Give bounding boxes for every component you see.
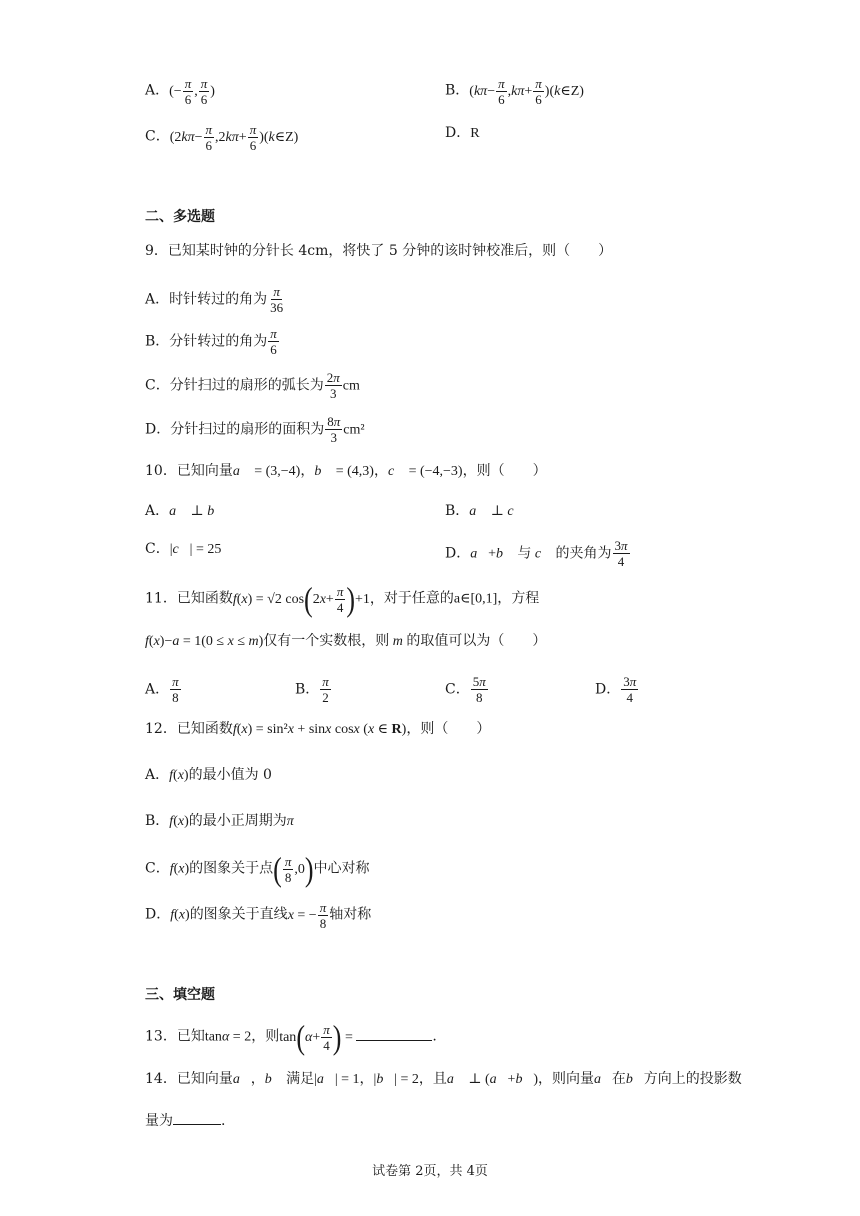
q14-stem-line2 xyxy=(145,1110,225,1132)
q14-mid: 满足 xyxy=(286,1071,315,1087)
q9-c-unit: cm xyxy=(342,378,360,394)
q10-lead: 10．已知向量 xyxy=(145,463,233,479)
q12-option-a xyxy=(145,764,272,787)
q11-option-d: D． $\frac{3\pi}{4}$ xyxy=(595,674,637,705)
q8-option-d xyxy=(445,122,480,145)
q10-d-math1: a⃗+b⃗ xyxy=(470,546,514,562)
q11-m: m xyxy=(389,634,407,649)
q13-given: tanα = 2 xyxy=(204,1029,252,1045)
option-c-math: (2kπ− $\frac{\pi}{6}$ ,2kπ+ $\frac{\pi}{6}$ )(k∈Z) xyxy=(169,122,299,153)
q11-stem-line2 xyxy=(145,630,546,653)
option-b-math: (kπ− $\frac{\pi}{6}$ ,kπ+ $\frac{\pi}{6}$ )(k∈Z) xyxy=(469,76,584,107)
q9-d-text: D．分针扫过的扇形的面积为 xyxy=(145,421,325,438)
q10-option-c xyxy=(145,538,221,561)
q11-function: f(x) = √2 cos(2x+ $\frac{\pi}{4}$ )+1， xyxy=(232,580,384,618)
q9-option-d: D．分针扫过的扇形的面积为 $\frac{8\pi}{3}$ cm² xyxy=(145,414,365,445)
q10-option-d: D．a⃗+b⃗ 与 c⃗ 的夹角为 $\frac{3\pi}{4}$ xyxy=(445,538,628,569)
option-label: B． xyxy=(145,813,170,829)
q12-c-tail: 中心对称 xyxy=(313,860,370,877)
q9-c-text: C．分针扫过的扇形的弧长为 xyxy=(145,377,324,394)
q12-c-point: ( $\frac{\pi}{8}$ ,0) xyxy=(273,850,314,888)
option-label: D． xyxy=(445,125,471,141)
q10-stem xyxy=(145,460,547,483)
q11-equation: f(x)−a = 1(0 ≤ x ≤ m) xyxy=(145,634,264,649)
option-label: A． xyxy=(145,503,170,519)
q11-line2-end: 的取值可以为（ ） xyxy=(406,633,547,649)
option-label: B． xyxy=(445,503,470,519)
q12-d-line: x = − $\frac{\pi}{8}$ xyxy=(287,900,327,931)
option-label: D． xyxy=(145,906,171,923)
q12-d-fx: f(x) xyxy=(170,907,190,923)
option-label: B． xyxy=(445,82,470,99)
q9-option-b: B．分针转过的角为 $\frac{\pi}{6}$ xyxy=(145,326,277,357)
q12-c-fx: f(x) xyxy=(169,861,190,877)
option-d-text: R xyxy=(470,126,480,141)
q12-function: f(x) = sin²x + sinx cosx (x ∈ R) xyxy=(232,722,407,737)
q9-a-text: A．时针转过的角为 xyxy=(145,291,268,308)
page-footer: 试卷第 2页，共 4页 xyxy=(372,1164,488,1179)
q14-stem-line1 xyxy=(145,1068,742,1091)
q14-tail2: 在 xyxy=(611,1071,626,1087)
q14-line2: 量为 xyxy=(145,1113,173,1129)
q12-c-text: 的图象关于点 xyxy=(189,860,274,877)
q13-expr: tan(α+ $\frac{\pi}{4}$ ) = xyxy=(279,1018,357,1056)
q13-mid: ，则 xyxy=(251,1028,280,1045)
q10-tail: ，则（ ） xyxy=(462,463,547,479)
q10-d-text: 与 xyxy=(517,545,532,562)
option-a-math: (− $\frac{\pi}{6}$ , $\frac{\pi}{6}$ ) xyxy=(169,76,215,107)
q10-c-math: |c⃗| = 25 xyxy=(169,542,222,557)
q11-option-b: B． $\frac{\pi}{2}$ xyxy=(295,674,329,705)
q8-option-a xyxy=(145,76,215,107)
section-title-fill-in: 三、填空题 xyxy=(145,987,215,1003)
q10-option-a xyxy=(145,500,225,523)
q12-lead: 12．已知函数 xyxy=(145,721,233,737)
option-label: A． xyxy=(145,767,170,783)
q14-vecs: a⃗，b⃗ xyxy=(232,1072,283,1087)
q11-option-c: C． $\frac{5\pi}{8}$ xyxy=(445,674,486,705)
q11-range: a∈[0,1]， xyxy=(453,591,512,607)
q12-b-pi: π xyxy=(286,814,294,829)
q12-option-b xyxy=(145,810,294,833)
q8-option-c xyxy=(145,122,298,153)
q10-d-math2: c⃗ xyxy=(534,546,553,562)
q13-stem xyxy=(145,1018,437,1056)
q10-vectors: a⃗ = (3,−4)，b⃗ = (4,3)，c⃗ = (−4,−3) xyxy=(232,464,463,479)
q12-option-d xyxy=(145,900,371,931)
q9-option-a: A．时针转过的角为 $\frac{\pi}{36}$ xyxy=(145,284,284,315)
q11-mid: 对于任意的 xyxy=(383,590,454,607)
option-label: D． xyxy=(595,681,621,698)
q10-b-math: a⃗ ⊥ c⃗ xyxy=(469,504,525,519)
q14-a: a⃗ xyxy=(594,1072,612,1087)
q9-b-text: B．分针转过的角为 xyxy=(145,333,268,350)
option-label: C． xyxy=(145,541,170,557)
q13-lead: 13．已知 xyxy=(145,1028,205,1045)
q12-a-fx: f(x) xyxy=(169,768,189,783)
q12-b-fx: f(x) xyxy=(169,814,189,829)
q14-lead: 14．已知向量 xyxy=(145,1071,233,1087)
q14-b: b⃗ xyxy=(625,1072,644,1087)
q8-option-b xyxy=(445,76,584,107)
option-label: C． xyxy=(445,681,470,698)
q14-tail3: 方向上的投影数 xyxy=(643,1071,742,1087)
q13-answer-blank[interactable] xyxy=(356,1040,432,1041)
q11-option-a: A． $\frac{\pi}{8}$ xyxy=(145,674,179,705)
q11-stem-line1 xyxy=(145,580,540,618)
q12-option-c xyxy=(145,850,370,888)
q10-option-b xyxy=(445,500,524,523)
q9-d-unit: cm² xyxy=(343,422,365,438)
q14-mid2: ，且 xyxy=(418,1071,447,1087)
q11-line2-tail: 仅有一个实数根，则 xyxy=(263,633,390,649)
q9-option-c: C．分针扫过的扇形的弧长为 $\frac{2\pi}{3}$ cm xyxy=(145,370,360,401)
option-label: B． xyxy=(295,681,320,698)
q14-line2-end: . xyxy=(221,1113,226,1129)
q9-stem: 9．已知某时钟的分针长 4cm，将快了 5 分钟的该时钟校准后，则（ ） xyxy=(145,243,613,259)
q12-stem xyxy=(145,718,490,741)
section-title-multi-choice: 二、多选题 xyxy=(145,209,215,225)
q13-end: . xyxy=(432,1028,437,1045)
q10-d-text2: 的夹角为 xyxy=(555,545,612,562)
q14-perp: a⃗ ⊥ (a⃗+b⃗) xyxy=(446,1072,538,1087)
q11-lead: 11．已知函数 xyxy=(145,590,233,607)
q12-b-text: 的最小正周期为 xyxy=(188,813,287,829)
q12-a-text: 的最小值为 0 xyxy=(188,767,272,783)
option-label: A． xyxy=(145,82,170,99)
q12-d-text: 的图象关于直线 xyxy=(189,906,288,923)
option-label: C． xyxy=(145,128,170,145)
option-label: A． xyxy=(145,681,170,698)
q14-answer-blank[interactable] xyxy=(173,1124,221,1125)
q10-a-math: a⃗ ⊥ b⃗ xyxy=(169,504,226,519)
q12-d-tail: 轴对称 xyxy=(329,906,372,923)
q12-tail: ，则（ ） xyxy=(406,721,491,737)
q14-tail: ，则向量 xyxy=(538,1071,594,1087)
q11-end: 方程 xyxy=(511,590,540,607)
option-label: C． xyxy=(145,860,170,877)
q14-norms: |a⃗| = 1，|b⃗| = 2 xyxy=(314,1072,419,1087)
option-label: D． xyxy=(445,545,471,562)
